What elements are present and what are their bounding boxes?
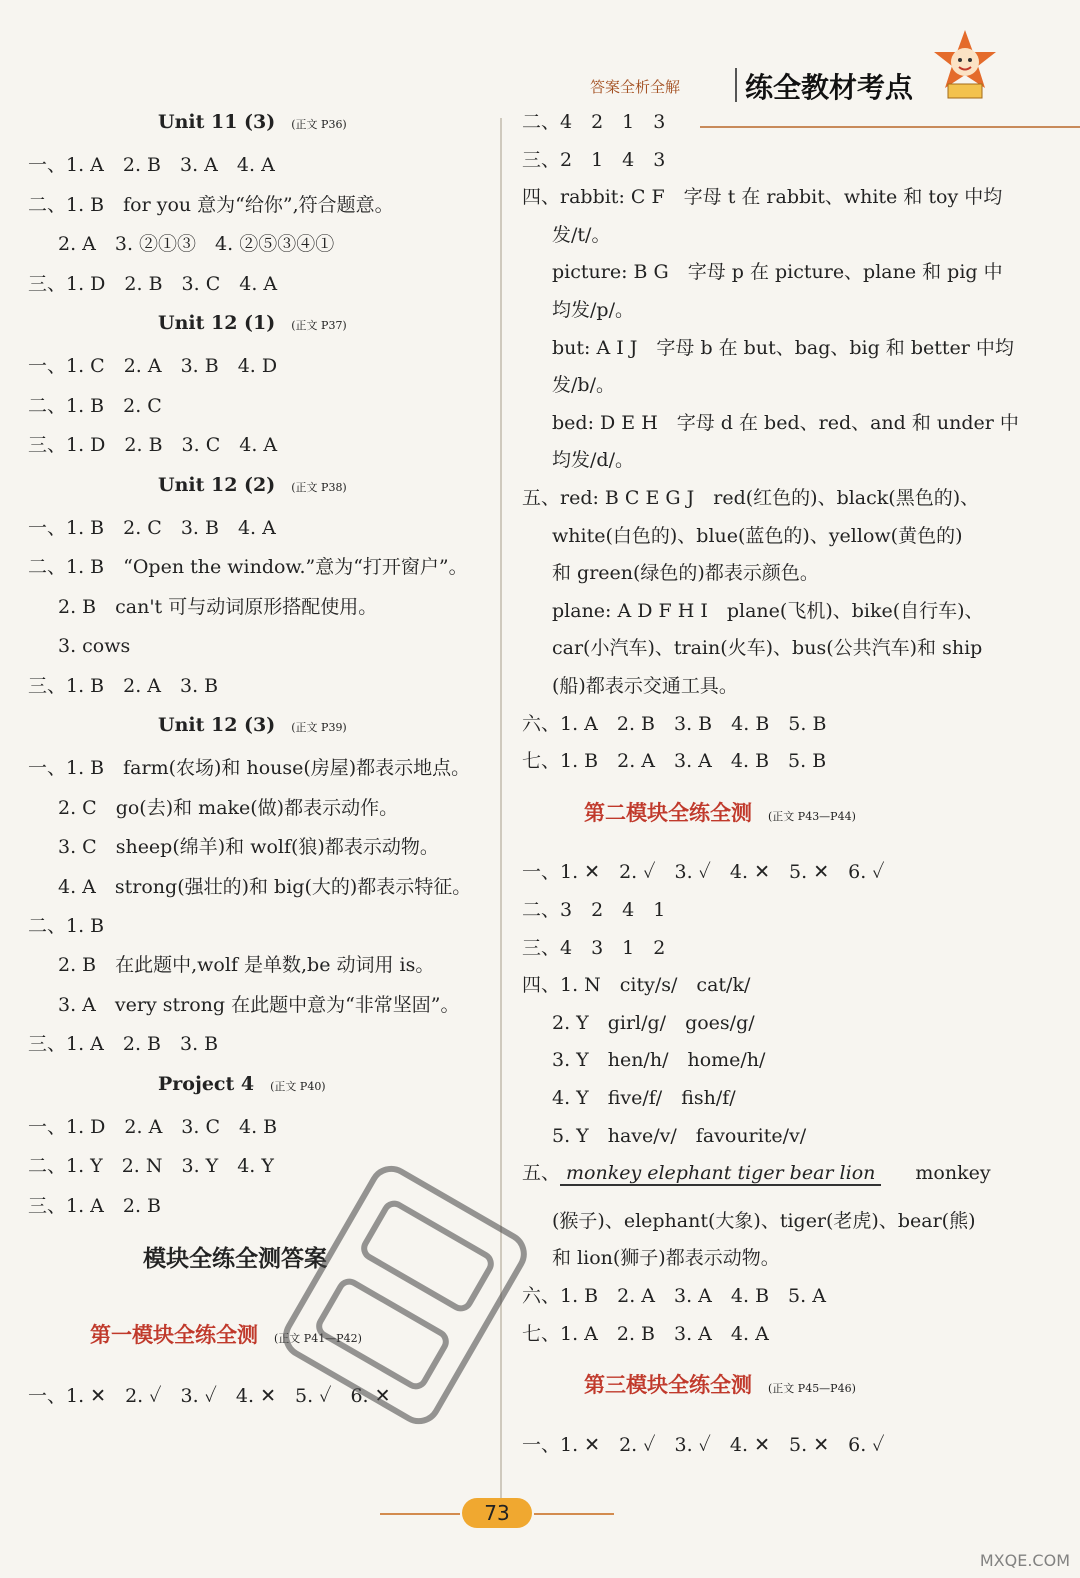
answer-line: white(白色的)、blue(蓝色的)、yellow(黄色的) [552, 524, 963, 547]
section-heading [158, 473, 347, 500]
answer-line: 七、1. A 2. B 3. A 4. A [522, 1322, 769, 1345]
answer-line: 3. C sheep(绵羊)和 wolf(狼)都表示动物。 [58, 836, 439, 859]
answer-line [522, 1161, 991, 1185]
answer-line: 二、1. B for you 意为“给你”,符合题意。 [28, 193, 394, 216]
answer-line: 二、4 2 1 3 [522, 111, 666, 133]
section-title: Unit 12 (3) [158, 714, 276, 736]
answer-line: car(小汽车)、train(火车)、bus(公共汽车)和 ship [552, 637, 983, 660]
answer-line: 4. A strong(强壮的)和 big(大的)都表示特征。 [58, 875, 472, 898]
section-heading [158, 713, 347, 740]
page-reference: (正文 P38) [291, 480, 347, 494]
section-heading [158, 110, 347, 137]
mascot-icon [930, 28, 1000, 108]
answer-line: 二、1. Y 2. N 3. Y 4. Y [28, 1155, 274, 1178]
answer-line: 和 lion(狮子)都表示动物。 [552, 1247, 780, 1270]
section-heading [158, 1072, 326, 1099]
answer-line: 三、1. A 2. B [28, 1194, 162, 1217]
answer-line: picture: B G 字母 p 在 picture、plane 和 pig 中 [552, 261, 1003, 284]
answer-line: 3. A very strong 在此题中意为“非常坚固”。 [58, 993, 460, 1016]
answer-line: 一、1. A 2. B 3. A 4. A [28, 154, 275, 177]
answer-line: 3. Y hen/h/ home/h/ [552, 1049, 766, 1072]
answer-line: 一、1. ✕ 2. ✓ 3. ✓ 4. ✕ 5. ✓ 6. ✕ [28, 1385, 391, 1407]
page-header [520, 28, 1080, 108]
answer-line: 三、1. D 2. B 3. C 4. A [28, 272, 278, 295]
page-reference: (正文 P45—P46) [768, 1382, 856, 1396]
answer-line: 六、1. A 2. B 3. B 4. B 5. B [522, 712, 827, 735]
answer-line: 一、1. ✕ 2. ✓ 3. ✓ 4. ✕ 5. ✕ 6. ✓ [522, 1433, 885, 1456]
answer-line: 三、1. A 2. B 3. B [28, 1033, 219, 1056]
answer-line: 发/b/。 [552, 374, 615, 397]
answer-line: 一、1. C 2. A 3. B 4. D [28, 355, 278, 378]
answer-line: 三、1. D 2. B 3. C 4. A [28, 434, 278, 457]
header-subtitle: 答案全析全解 [590, 78, 681, 96]
answer-suffix: monkey [915, 1162, 991, 1185]
answer-prefix: 五、 [522, 1162, 561, 1185]
module-heading [584, 801, 856, 829]
page-number-rule-right [534, 1513, 614, 1515]
header-title: 练全教材考点 [745, 71, 914, 104]
answer-line: (猴子)、elephant(大象)、tiger(老虎)、bear(熊) [552, 1209, 976, 1232]
section-heading [158, 311, 347, 338]
header-separator [735, 68, 737, 102]
site-watermark: MXQE.COM [979, 1551, 1070, 1570]
answer-line: 六、1. B 2. A 3. A 4. B 5. A [522, 1285, 826, 1307]
page-reference: (正文 P40) [270, 1079, 326, 1093]
answer-line: 二、1. B [28, 915, 105, 937]
big-title: 模块全练全测答案 [143, 1246, 327, 1273]
answer-line: 二、1. B “Open the window.”意为“打开窗户”。 [28, 556, 468, 579]
answer-line: 4. Y five/f/ fish/f/ [552, 1087, 736, 1109]
answer-line: 2. B can't 可与动词原形搭配使用。 [58, 595, 378, 618]
answer-line: 四、rabbit: C F 字母 t 在 rabbit、white 和 toy 中均 [522, 186, 1003, 209]
page-reference: (正文 P41—P42) [274, 1331, 362, 1345]
answer-line: 5. Y have/v/ favourite/v/ [552, 1124, 807, 1147]
answer-line: 2. C go(去)和 make(做)都表示动作。 [58, 796, 399, 819]
page-reference: (正文 P43—P44) [768, 809, 856, 823]
module-title: 第一模块全练全测 [90, 1322, 258, 1347]
answer-line: 一、1. B 2. C 3. B 4. A [28, 517, 276, 539]
handwritten-answer: monkey elephant tiger bear lion [560, 1162, 881, 1186]
answer-line: 三、2 1 4 3 [522, 148, 666, 171]
section-title: Unit 12 (1) [158, 312, 276, 334]
answer-line: 2. A 3. ②①③ 4. ②⑤③④① [58, 233, 335, 256]
answer-line: 一、1. ✕ 2. ✓ 3. ✓ 4. ✕ 5. ✕ 6. ✓ [522, 861, 885, 884]
answer-line: bed: D E H 字母 d 在 bed、red、and 和 under 中 [552, 411, 1019, 434]
answer-line: 四、1. N city/s/ cat/k/ [522, 974, 751, 997]
answer-line: 发/t/。 [552, 223, 611, 246]
header-rule [700, 126, 1080, 128]
answer-line: 均发/d/。 [552, 449, 634, 472]
answer-line: 二、3 2 4 1 [522, 899, 666, 921]
module-heading [584, 1373, 856, 1401]
answer-line: 3. cows [58, 635, 131, 658]
answer-line: 一、1. D 2. A 3. C 4. B [28, 1116, 278, 1138]
answer-line: plane: A D F H I plane(飞机)、bike(自行车)、 [552, 599, 984, 622]
section-title: Project 4 [158, 1072, 255, 1095]
answer-line: 一、1. B farm(农场)和 house(房屋)都表示地点。 [28, 757, 471, 780]
page-number-rule-left [380, 1513, 460, 1515]
answer-line: 二、1. B 2. C [28, 394, 162, 417]
module-title: 第二模块全练全测 [584, 800, 752, 825]
answer-line: 2. Y girl/g/ goes/g/ [552, 1011, 755, 1034]
answer-line: 和 green(绿色的)都表示颜色。 [552, 562, 819, 585]
answer-line: 均发/p/。 [552, 299, 634, 321]
section-title: Unit 11 (3) [158, 111, 276, 133]
page-reference: (正文 P37) [291, 319, 347, 332]
page-reference: (正文 P36) [291, 118, 347, 131]
section-title: Unit 12 (2) [158, 473, 276, 496]
answer-line: but: A I J 字母 b 在 but、bag、big 和 better 中均 [552, 336, 1014, 359]
answer-line: 三、1. B 2. A 3. B [28, 674, 219, 697]
answer-line: 三、4 3 1 2 [522, 936, 666, 959]
answer-line: 2. B 在此题中,wolf 是单数,be 动词用 is。 [58, 954, 435, 977]
answer-line: 七、1. B 2. A 3. A 4. B 5. B [522, 750, 827, 773]
answer-line: (船)都表示交通工具。 [552, 675, 738, 697]
page-number: 73 [462, 1498, 532, 1528]
answer-line: 五、red: B C E G J red(红色的)、black(黑色的)、 [522, 487, 980, 509]
page-reference: (正文 P39) [291, 721, 347, 734]
module-title: 第三模块全练全测 [584, 1373, 752, 1398]
